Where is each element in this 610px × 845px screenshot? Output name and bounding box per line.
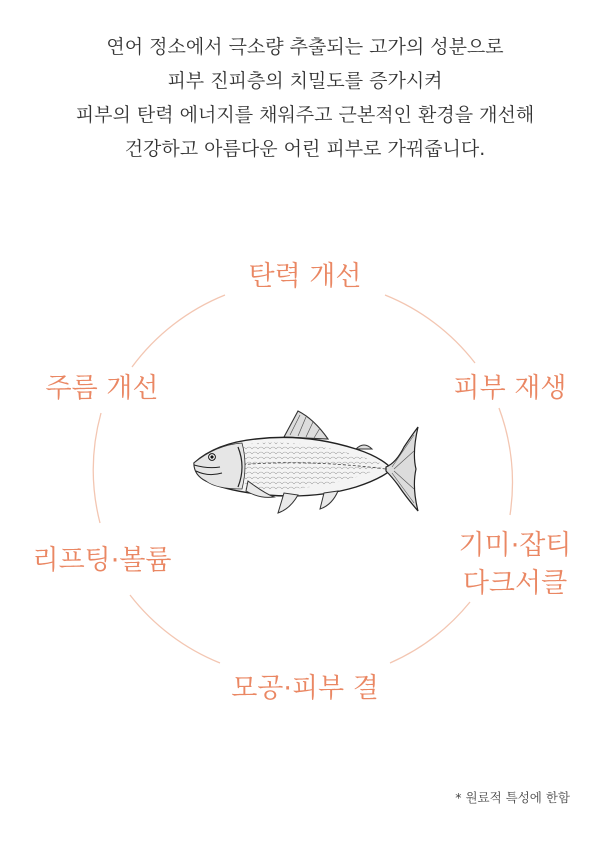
ring-arc [130, 595, 220, 663]
benefit-blemish: 기미·잡티 [458, 530, 572, 561]
benefit-pore: 모공·피부 결 [231, 673, 379, 704]
ring-arc [499, 408, 512, 515]
benefit-lifting: 리프팅·볼륨 [32, 545, 172, 576]
intro-line: 연어 정소에서 극소량 추출되는 고가의 성분으로 [106, 36, 504, 58]
intro-line: 건강하고 아름다운 어린 피부로 가꿔줍니다. [124, 138, 486, 160]
benefit-regeneration: 피부 재생 [453, 373, 567, 404]
benefit-wrinkle: 주름 개선 [45, 373, 159, 404]
ring-arc [132, 295, 225, 367]
ring-arc [385, 295, 475, 363]
ring-arc [390, 602, 470, 663]
salmon-illustration [186, 405, 422, 533]
intro-line: 피부의 탄력 에너지를 채워주고 근본적인 환경을 개선해 [75, 104, 535, 126]
footnote: * 원료적 특성에 한함 [455, 790, 570, 805]
benefit-elasticity: 탄력 개선 [248, 261, 362, 292]
ring-arc [93, 413, 101, 523]
intro-line: 피부 진피층의 치밀도를 증가시켜 [167, 70, 443, 92]
benefit-darkcircle: 다크서클 [462, 568, 568, 599]
